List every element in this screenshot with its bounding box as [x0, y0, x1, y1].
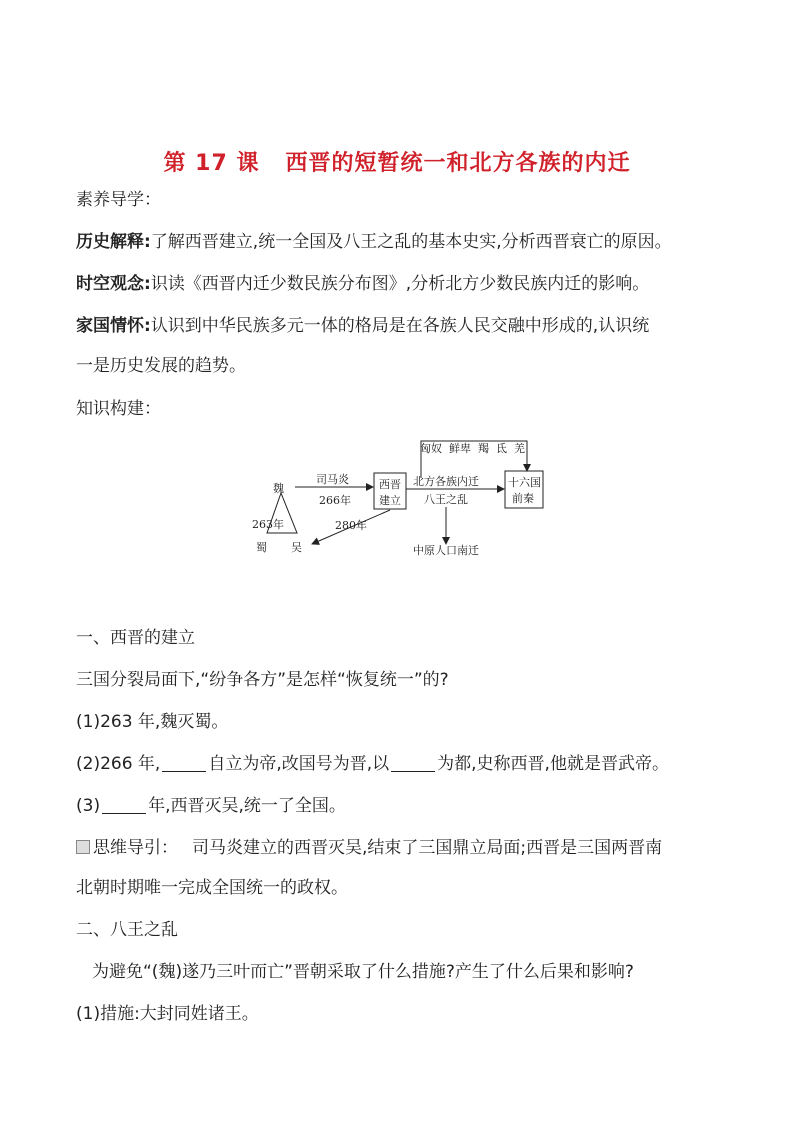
tip-icon [76, 840, 90, 854]
bawang-label: 八王之乱 [424, 493, 468, 506]
page-title [0, 146, 794, 177]
guide-label: 时空观念: [76, 274, 151, 294]
south-migration-label: 中原人口南迁 [413, 544, 479, 557]
blank-year[interactable] [102, 795, 146, 814]
thinking-tip-cont: 北朝时期唯一完成全国统一的政权。 [76, 878, 348, 898]
xijin-label-2: 建立 [379, 494, 401, 507]
blank-founder[interactable] [162, 753, 206, 772]
lesson-name: 西晋的短暂统一和北方各族的内迁 [285, 151, 631, 176]
guide-text: 识读《西晋内迁少数民族分布图》,分析北方少数民族内迁的影响。 [150, 274, 650, 294]
wu-label: 吴 [291, 541, 302, 554]
section1-heading: 一、西晋的建立 [76, 628, 195, 648]
section1-point2 [76, 752, 669, 776]
tribes-label: 匈奴 鲜卑 羯 氐 羌 [420, 442, 525, 455]
tip-text: 司马炎建立的西晋灭吴,结束了三国鼎立局面;西晋是三国两晋南 [192, 838, 663, 858]
section2-point1: (1)措施:大封同姓诸王。 [76, 1004, 259, 1024]
guide-text: 认识到中华民族多元一体的格局是在各族人民交融中形成的,认识统 [150, 316, 650, 336]
section1-point1: (1)263 年,魏灭蜀。 [76, 712, 229, 732]
point3-text-b: 年,西晋灭吴,统一了全国。 [148, 796, 346, 816]
lesson-number: 第 17 课 [163, 151, 260, 176]
simayan-label: 司马炎 [316, 473, 349, 486]
section1-point3 [76, 794, 346, 818]
guide-item-history [76, 230, 672, 254]
sixteen-label-2: 前秦 [512, 492, 534, 505]
point2-text-a: (2)266 年, [76, 754, 161, 774]
year-280-label: 280年 [335, 519, 367, 532]
guide-label: 历史解释: [76, 232, 151, 252]
guide-item-spacetime [76, 272, 649, 296]
tip-label: 思维导引： [93, 838, 178, 858]
knowledge-heading: 知识构建： [76, 399, 161, 419]
guide-text: 了解西晋建立,统一全国及八王之乱的基本史实,分析西晋衰亡的原因。 [150, 232, 672, 252]
point2-text-b: 自立为帝,改国号为晋,以 [208, 754, 390, 774]
section1-question: 三国分裂局面下,“纷争各方”是怎样“恢复统一”的? [76, 670, 449, 690]
section2-heading: 二、八王之乱 [76, 920, 178, 940]
year-263-label: 263年 [252, 518, 284, 531]
wei-label: 魏 [273, 482, 284, 495]
section2-question: 为避免“(魏)遂乃三叶而亡”晋朝采取了什么措施?产生了什么后果和影响? [92, 962, 634, 982]
point2-text-c: 为都,史称西晋,他就是晋武帝。 [437, 754, 669, 774]
year-266-label: 266年 [319, 494, 351, 507]
guide-heading: 素养导学： [76, 190, 161, 210]
point3-text-a: (3) [76, 796, 101, 816]
shu-label: 蜀 [256, 541, 267, 554]
migration-label: 北方各族内迁 [413, 475, 479, 488]
guide-item-patriotism [76, 314, 649, 338]
xijin-label-1: 西晋 [379, 478, 401, 491]
sixteen-label-1: 十六国 [508, 476, 541, 489]
guide-label: 家国情怀: [76, 316, 151, 336]
blank-capital[interactable] [391, 753, 435, 772]
knowledge-diagram [240, 430, 560, 570]
guide-item-patriotism-cont: 一是历史发展的趋势。 [76, 356, 246, 376]
thinking-tip [76, 836, 662, 860]
